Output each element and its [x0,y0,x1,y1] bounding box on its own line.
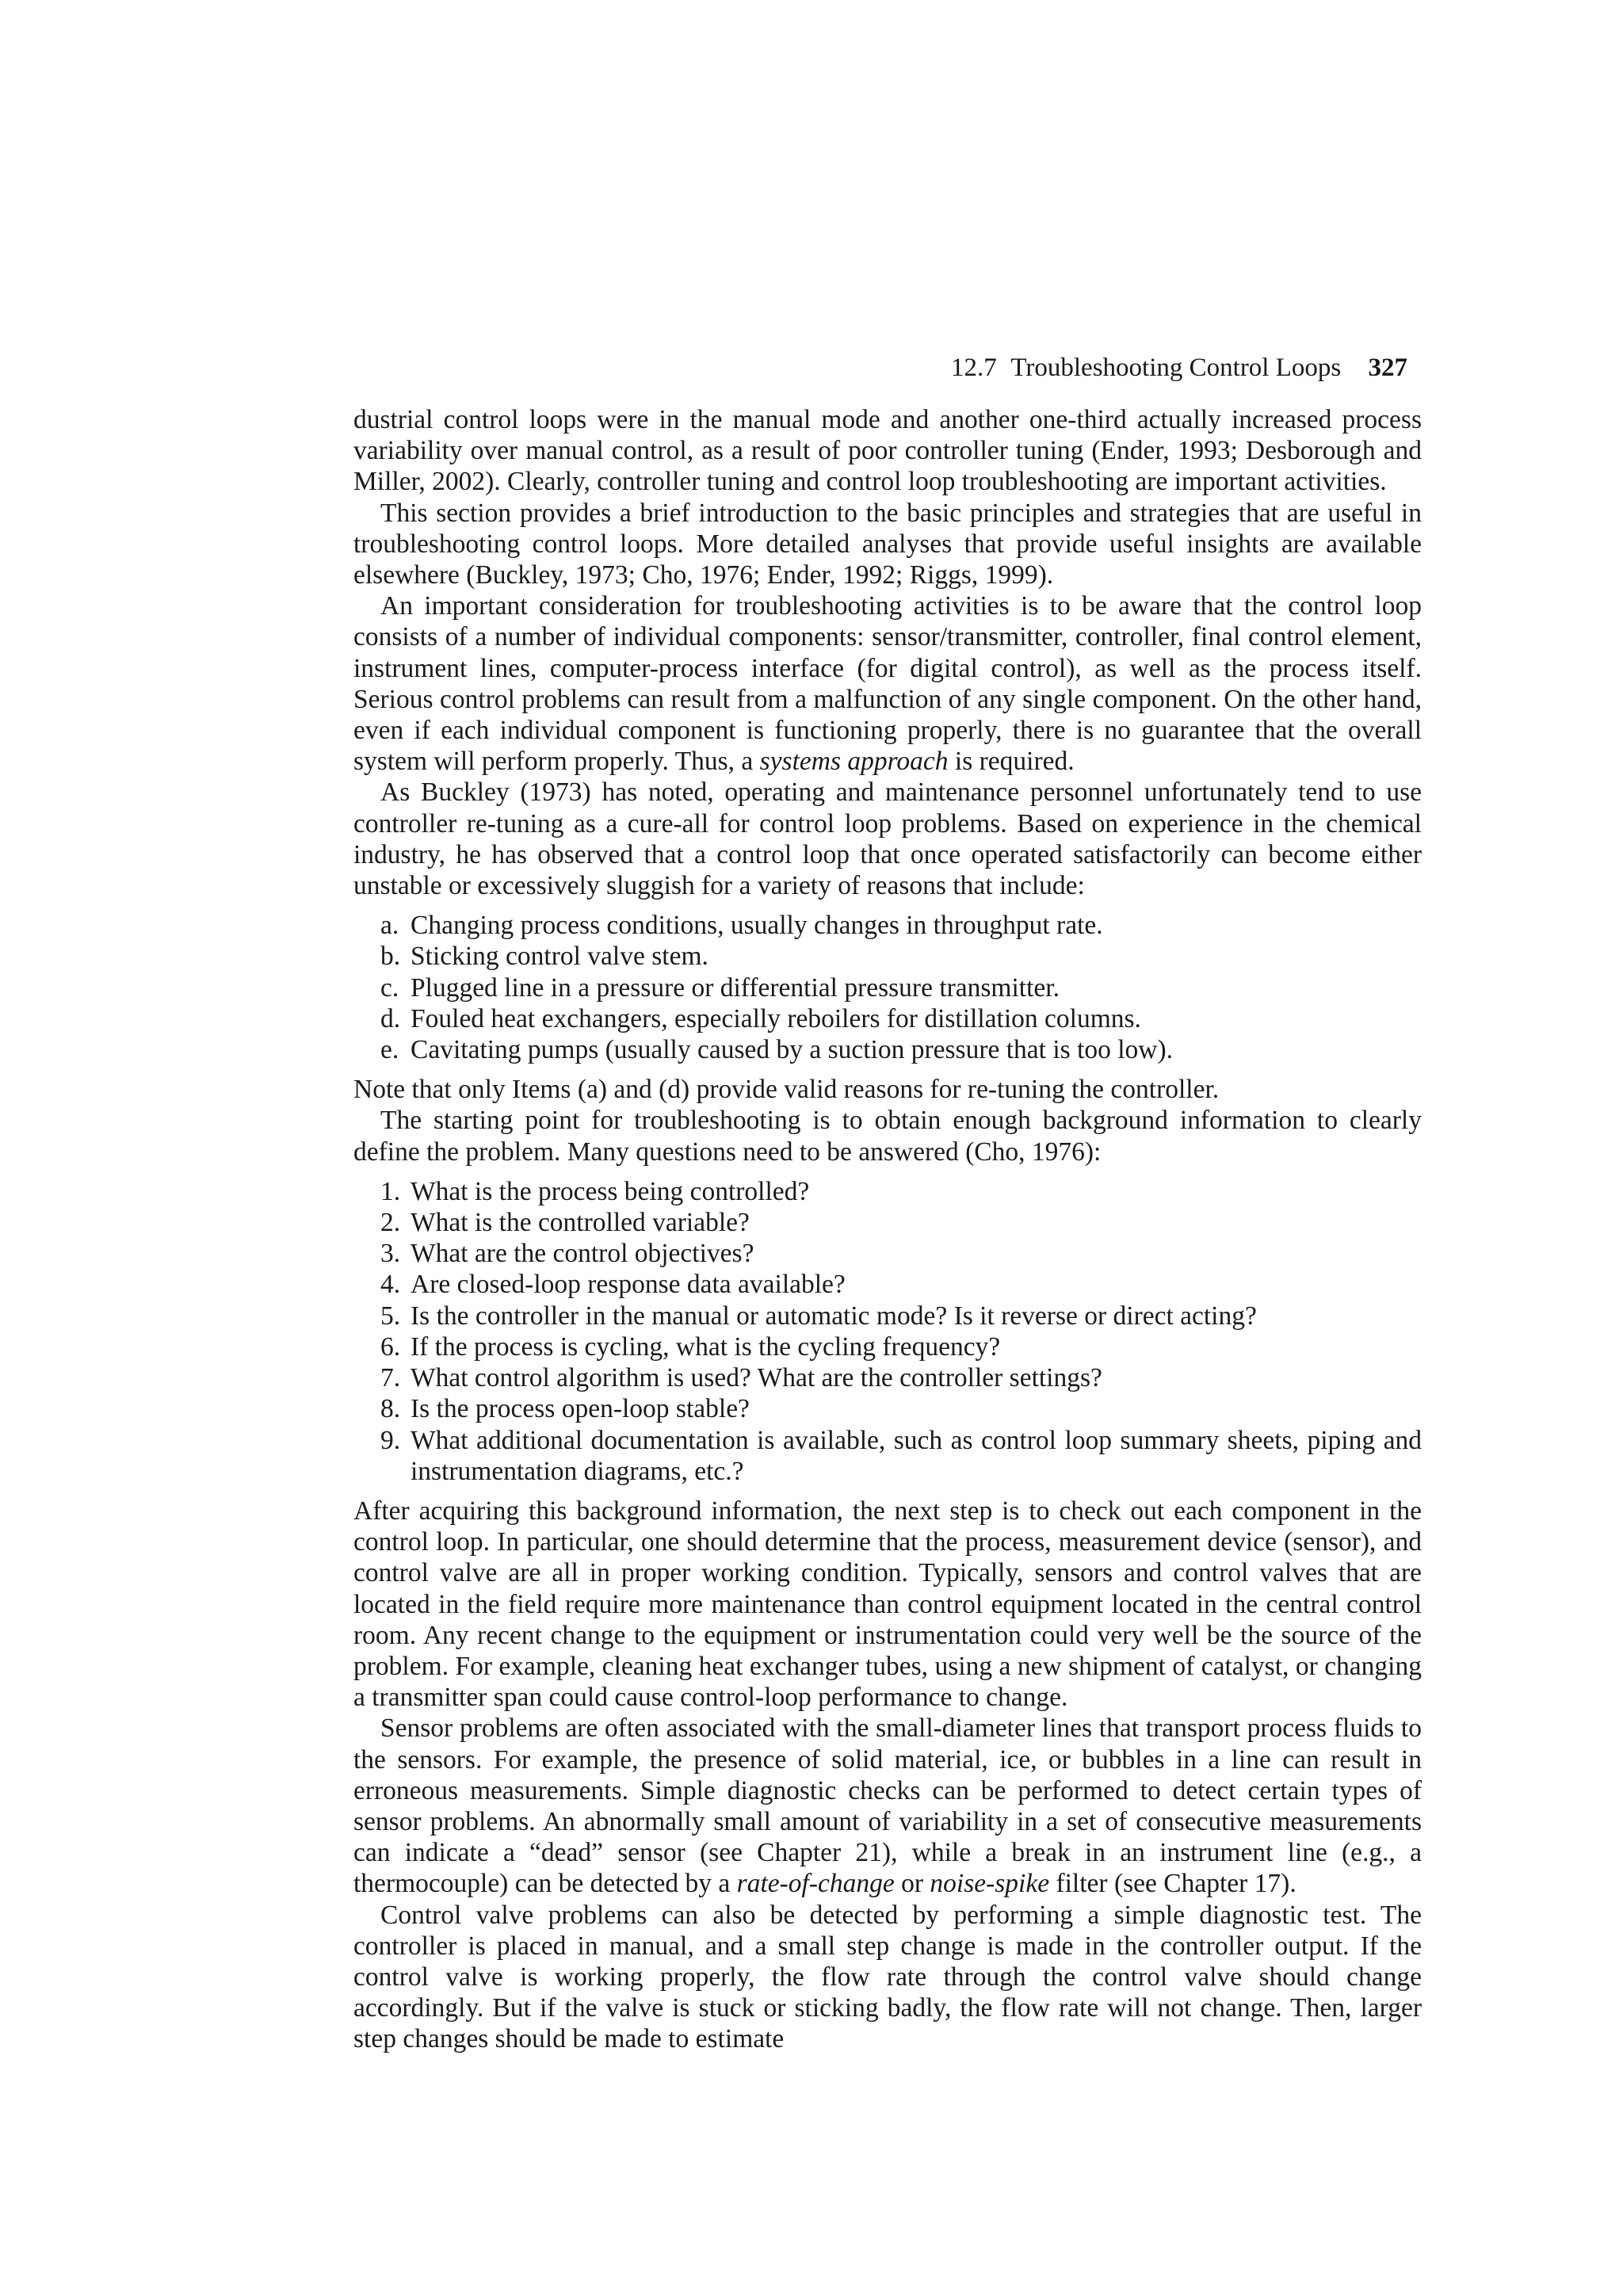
list-text: Cavitating pumps (usually caused by a suction pressure that is too low). [411,1035,1174,1065]
paragraph-introduction: This section provides a brief introduction to the basic principles and strategies that are useful in troubleshooting control loops. More detailed analyses that provide useful insights are available elsewhere (Buckley, 1973; Cho, 1976; Ender, 1992; Riggs, 1999). [353,498,1422,590]
list-text: Is the process open-loop stable? [411,1394,750,1424]
list-text: Fouled heat exchangers, especially reboilers for distillation columns. [411,1003,1141,1033]
paragraph-buckley: As Buckley (1973) has noted, operating and maintenance personnel unfortunately tend to use controller re-tuning as a cure-all for control loop problems. Based on experience in the chemical industry, he has observed that a control loop that once operated satisfactorily can become either unstable or excessively sluggish for a variety of reasons that include: [353,777,1422,901]
list-item [380,910,1422,941]
running-header [951,352,1407,384]
list-text: What is the controlled variable? [411,1208,750,1238]
list-text: What is the process being controlled? [411,1176,810,1206]
list-marker: c. [380,972,399,1003]
reasons-list [380,910,1422,1065]
text-run: or [894,1869,930,1899]
list-item [380,1034,1422,1065]
list-item [380,972,1422,1003]
text-run: An important consideration for troubleshooting activities is to be aware that the control loop consists of a number of individual components: sensor/transmitter, controller, final control element, instrument lines, computer-process interface (for digital control), as well as the process itself. Serious control problems can result from a malfunction of any single component. On the other hand, even if each individual component is functioning properly, there is no guarantee that the overall system will perform properly. Thus, a [353,591,1422,777]
list-item [380,1176,1422,1207]
list-marker: b. [380,942,401,972]
section-title: Troubleshooting Control Loops [1010,353,1342,382]
list-marker: 2. [380,1208,401,1238]
text-run: filter (see Chapter 17). [1049,1869,1296,1899]
list-marker: d. [380,1003,401,1033]
list-marker: 4. [380,1270,401,1300]
list-item [380,1207,1422,1238]
list-text: Changing process conditions, usually changes in throughput rate. [411,911,1103,941]
list-text: Is the controller in the manual or automatic mode? Is it reverse or direct acting? [411,1301,1257,1331]
list-item [380,1269,1422,1300]
emphasis-rate-of-change: rate-of-change [736,1869,895,1899]
list-text: If the process is cycling, what is the cycling frequency? [411,1331,1001,1362]
emphasis-noise-spike: noise-spike [930,1869,1050,1899]
list-marker: 9. [380,1425,401,1455]
list-item [380,1393,1422,1424]
list-marker: a. [380,911,399,941]
list-item [380,1425,1422,1487]
paragraph-starting-point: The starting point for troubleshooting is to obtain enough background information to clearly define the problem. Many questions need to be answered (Cho, 1976): [353,1106,1422,1167]
list-text: Sticking control valve stem. [411,942,708,972]
list-marker: 3. [380,1239,401,1269]
list-text: What are the control objectives? [411,1239,754,1269]
list-marker: e. [380,1035,399,1065]
paragraph-note: Note that only Items (a) and (d) provide valid reasons for re-tuning the controller. [353,1075,1220,1105]
list-marker: 5. [380,1301,401,1331]
list-marker: 7. [380,1363,401,1393]
list-text: What control algorithm is used? What are the controller settings? [411,1363,1102,1393]
list-item [380,941,1422,972]
list-item [380,1238,1422,1269]
list-item [380,1301,1422,1331]
list-marker: 1. [380,1176,401,1206]
paragraph-sensor-problems [353,1713,1422,1899]
questions-list [380,1176,1422,1487]
list-marker: 6. [380,1331,401,1362]
text-run: Sensor problems are often associated with the small-diameter lines that transport process fluids to the sensors. For example, the presence of solid material, ice, or bubbles in a line can result in erroneous measurements. Simple diagnostic checks can be performed to detect certain types of sensor problems. An abnormally small amount of variability in a set of consecutive measurements can indicate a “dead” sensor (see Chapter 21), while a break in an instrument line (e.g., a thermocouple) can be detected by a [353,1713,1422,1899]
text-run: is required. [948,747,1075,777]
list-text: Are closed-loop response data available? [411,1270,846,1300]
page-number: 327 [1368,353,1407,382]
section-number: 12.7 [951,353,997,382]
list-item [380,1003,1422,1034]
list-marker: 8. [380,1394,401,1424]
list-text: Plugged line in a pressure or differential pressure transmitter. [411,972,1060,1003]
body-text [353,404,1422,2055]
paragraph-components [353,590,1422,777]
paragraph-continuation: dustrial control loops were in the manual mode and another one-third actually increased process variability over manual control, as a result of poor controller tuning (Ender, 1993; Desborough and Miller, 2002). Clearly, controller tuning and control loop troubleshooting are important activities. [353,405,1422,497]
paragraph-valve-problems: Control valve problems can also be detected by performing a simple diagnostic test. The controller is placed in manual, and a small step change is made in the controller output. If the control valve is working properly, the flow rate through the control valve should change accordingly. But if the valve is stuck or sticking badly, the flow rate will not change. Then, larger step changes should be made to estimate [353,1900,1422,2054]
list-text: What additional documentation is available, such as control loop summary sheets, piping and instrumentation diagrams, etc.? [411,1425,1422,1486]
paragraph-component-check: After acquiring this background information, the next step is to check out each component in the control loop. In particular, one should determine that the process, measurement device (sensor), and control valve are all in proper working condition. Typically, sensors and control valves that are located in the field require more maintenance than control equipment located in the central control room. Any recent change to the equipment or instrumentation could very well be the source of the problem. For example, cleaning heat exchanger tubes, using a new shipment of catalyst, or changing a transmitter span could cause control-loop performance to change. [353,1496,1422,1713]
emphasis-systems-approach: systems approach [759,747,949,777]
list-item [380,1362,1422,1393]
list-item [380,1331,1422,1362]
